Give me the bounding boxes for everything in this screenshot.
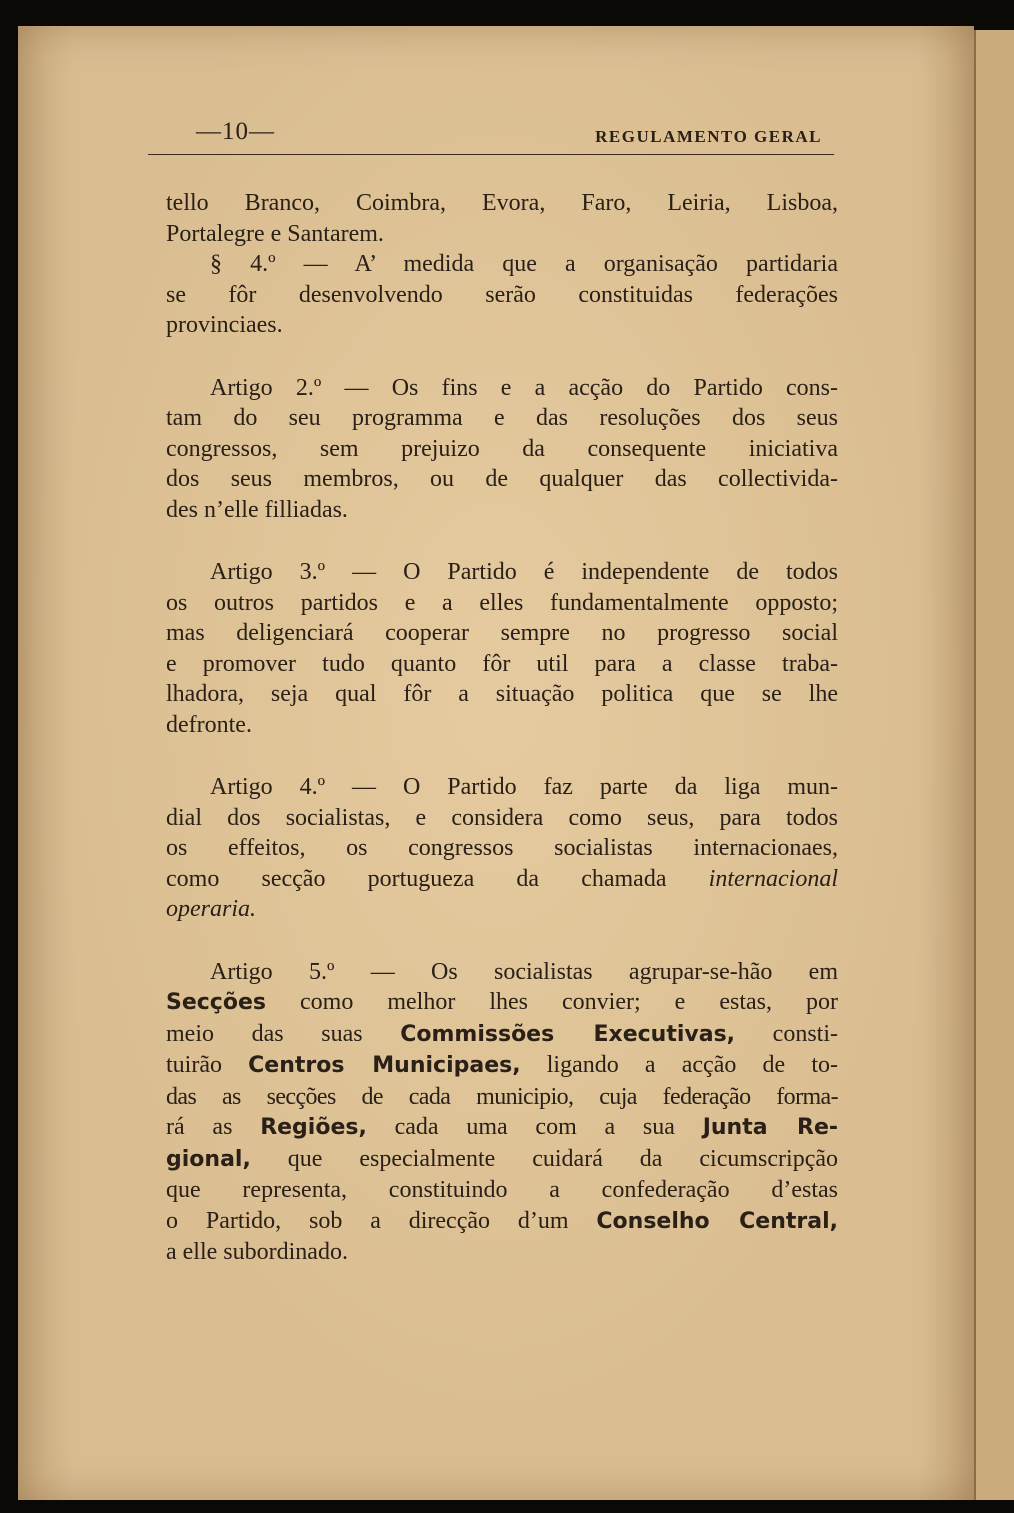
text-line: congressos, sem prejuizo da consequente iniciativa [166, 435, 838, 462]
next-page-edge [974, 30, 1014, 1500]
text-line: e promover tudo quanto fôr util para a classe traba- [166, 650, 838, 677]
italic-text: operaria. [166, 896, 256, 922]
text-line [166, 987, 838, 1019]
article-3-heading: Artigo 3.º — O Partido é independente de todos [210, 559, 838, 585]
text-line [166, 1206, 838, 1238]
text-line [166, 1144, 838, 1176]
bold-term: Regiões, [260, 1115, 367, 1140]
text-run: consti- [735, 1020, 839, 1047]
text-line: os effeitos, os congressos socialistas internacionaes, [166, 835, 838, 861]
text-line: dos seus membros, ou de qualquer das collectivida- [166, 466, 838, 492]
text-line: que representa, constituindo a confederação d’estas [166, 1177, 838, 1203]
text-line: se fôr desenvolvendo serão constituidas federações [166, 281, 838, 308]
text-run: como melhor lhes convier; e estas, por [265, 989, 838, 1015]
text-line: dial dos socialistas, e considera como seus, para todos [166, 804, 838, 831]
italic-text: internacional [708, 865, 838, 892]
text-line: § 4.º — A’ medida que a organisação partidaria [210, 251, 838, 277]
text-line: lhadora, seja qual fôr a situação politica que se lhe [166, 681, 838, 707]
text-line: Portalegre e Santarem. [166, 220, 384, 247]
text-run: como secção portugueza da chamada [166, 865, 709, 892]
text-line: os outros partidos e a elles fundamentalmente opposto; [166, 589, 838, 616]
text-run: meio das suas [166, 1020, 401, 1047]
text-line: defronte. [166, 711, 252, 738]
text-line: provinciaes. [166, 312, 283, 338]
text-run: rá as [166, 1114, 261, 1140]
text-run: cada uma com a sua [366, 1114, 703, 1140]
running-head: REGULAMENTO GERAL [595, 127, 822, 146]
bold-term: Secções [166, 990, 266, 1015]
bold-term: Commissões Executivas, [400, 1021, 736, 1047]
text-line: mas deligenciará cooperar sempre no progresso social [166, 620, 838, 646]
text-line: tello Branco, Coimbra, Evora, Faro, Leiria, Lisboa, [166, 190, 838, 216]
text-line: tam do seu programma e das resoluções dos seus [166, 405, 838, 431]
bold-term: Junta Re- [702, 1115, 838, 1140]
text-line [166, 864, 838, 895]
page-number: —10— [196, 118, 275, 145]
body-text [166, 188, 838, 1268]
page-header [148, 112, 834, 155]
text-run: o Partido, sob a direcção d’um [166, 1207, 597, 1234]
text-line [166, 1112, 838, 1144]
bold-term: Conselho Central, [596, 1208, 838, 1234]
text-line: das as secções de cada municipio, cuja federação forma- [166, 1083, 838, 1110]
article-4-heading: Artigo 4.º — O Partido faz parte da liga mun- [210, 774, 838, 800]
text-line: a elle subordinado. [166, 1239, 348, 1265]
bold-term: Centros Municipaes, [248, 1053, 521, 1078]
text-run: ligando a acção de to- [520, 1052, 838, 1078]
text-run: que especialmente cuidará da cicumscripção [250, 1145, 838, 1172]
article-2-heading: Artigo 2.º — Os fins e a acção do Partido cons- [210, 374, 838, 401]
article-5-heading: Artigo 5.º — Os socialistas agrupar-se-hão em [210, 958, 838, 985]
text-line [166, 1050, 838, 1082]
bold-term: gional, [166, 1146, 251, 1172]
text-line [166, 1019, 838, 1051]
text-line: des n’elle filliadas. [166, 496, 348, 523]
text-run: tuirão [166, 1052, 249, 1078]
